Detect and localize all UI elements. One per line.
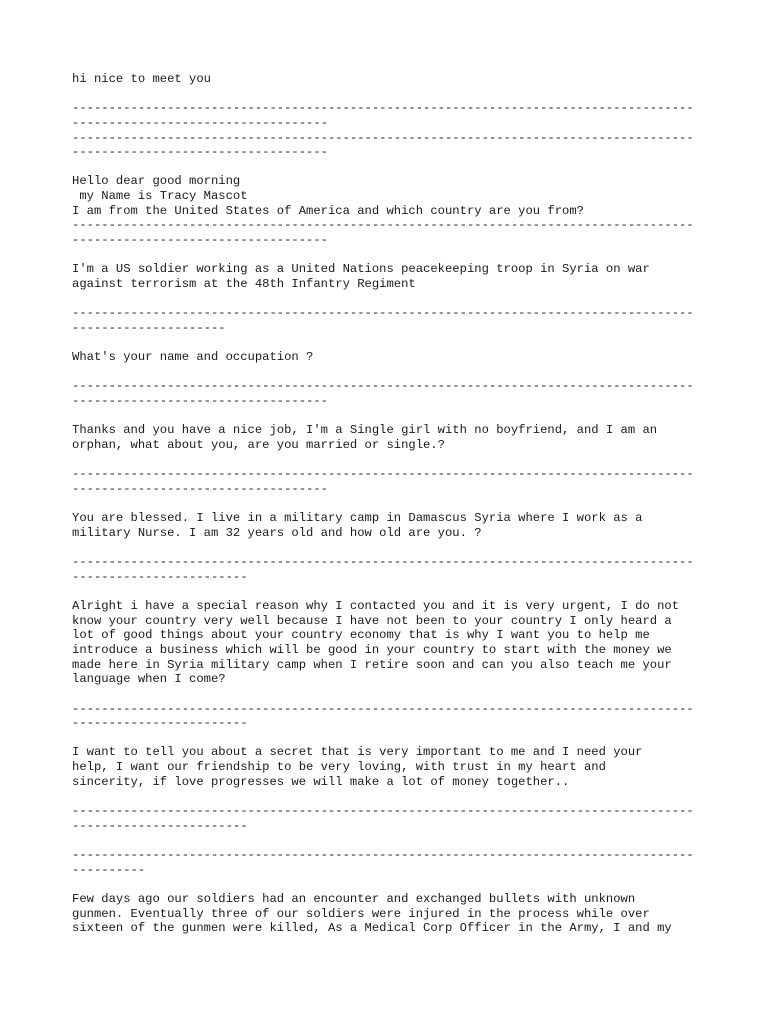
text-line: introduce a business which will be good in your country to start with the money we [72,642,672,657]
text-line: language when I come? [72,672,226,687]
blank-line [72,365,712,380]
dashed-separator: ---------- [72,862,146,877]
blank-line [72,833,712,848]
dashed-separator: ----------------------------------- [72,481,328,496]
blank-line [72,248,712,263]
text-line: Alright i have a special reason why I contacted you and it is very urgent, I do not [72,599,680,614]
blank-line [72,687,712,702]
text-line: I'm a US soldier working as a United Nations peacekeeping troop in Syria on war [72,262,650,277]
text-line: I am from the United States of America and which country are you from? [72,203,584,218]
blank-line [72,877,712,892]
text-line: You are blessed. I live in a military camp in Damascus Syria where I work as a [72,511,643,526]
blank-line [72,731,712,746]
blank-line [72,160,712,175]
text-line: against terrorism at the 48th Infantry Regiment [72,276,416,291]
text-line: help, I want our friendship to be very loving, with trust in my heart and [72,760,606,775]
dashed-separator: ------------------------------------------------------------------------------------- [72,701,694,716]
dashed-separator: ------------------------------------------------------------------------------------- [72,555,694,570]
dashed-separator: ------------------------------------------------------------------------------------- [72,101,694,116]
text-line: gunmen. Eventually three of our soldiers were injured in the process while over [72,906,650,921]
document-page [72,72,712,936]
text-line: What's your name and occupation ? [72,350,314,365]
dashed-separator: ----------------------------------- [72,394,328,409]
dashed-separator: ------------------------------------------------------------------------------------- [72,804,694,819]
blank-line [72,409,712,424]
blank-line [72,453,712,468]
text-line: orphan, what about you, are you married or single.? [72,438,445,453]
blank-line [72,497,712,512]
dashed-separator: ----------------------------------- [72,115,328,130]
dashed-separator: ----------------------------------- [72,145,328,160]
blank-line [72,87,712,102]
blank-line [72,541,712,556]
dashed-separator: ------------------------ [72,716,248,731]
text-line: sixteen of the gunmen were killed, As a Medical Corp Officer in the Army, I and my [72,921,672,936]
text-line: my Name is Tracy Mascot [72,189,248,204]
text-line: know your country very well because I have not been to your country I only heard a [72,613,672,628]
dashed-separator: --------------------- [72,320,226,335]
text-line: I want to tell you about a secret that is very important to me and I need your [72,745,643,760]
text-line: hi nice to meet you [72,72,211,86]
text-line: sincerity, if love progresses we will make a lot of money together.. [72,774,570,789]
blank-line [72,789,712,804]
text-line: military Nurse. I am 32 years old and how old are you. ? [72,525,482,540]
dashed-separator: ------------------------------------------------------------------------------------- [72,467,694,482]
text-line: Hello dear good morning [72,174,241,189]
text-line: lot of good things about your country economy that is why I want you to help me [72,628,650,643]
dashed-separator: ----------------------------------- [72,233,328,248]
dashed-separator: ------------------------------------------------------------------------------------- [72,847,694,862]
blank-line [72,292,712,307]
dashed-separator: ------------------------ [72,569,248,584]
text-line: made here in Syria military camp when I retire soon and can you also teach me your [72,657,672,672]
text-line: Few days ago our soldiers had an encounter and exchanged bullets with unknown [72,891,636,906]
dashed-separator: ------------------------------------------------------------------------------------- [72,379,694,394]
dashed-separator: ------------------------ [72,818,248,833]
dashed-separator: ------------------------------------------------------------------------------------- [72,306,694,321]
dashed-separator: ------------------------------------------------------------------------------------- [72,218,694,233]
blank-line [72,584,712,599]
dashed-separator: ------------------------------------------------------------------------------------- [72,130,694,145]
blank-line [72,336,712,351]
text-line: Thanks and you have a nice job, I'm a Single girl with no boyfriend, and I am an [72,423,658,438]
